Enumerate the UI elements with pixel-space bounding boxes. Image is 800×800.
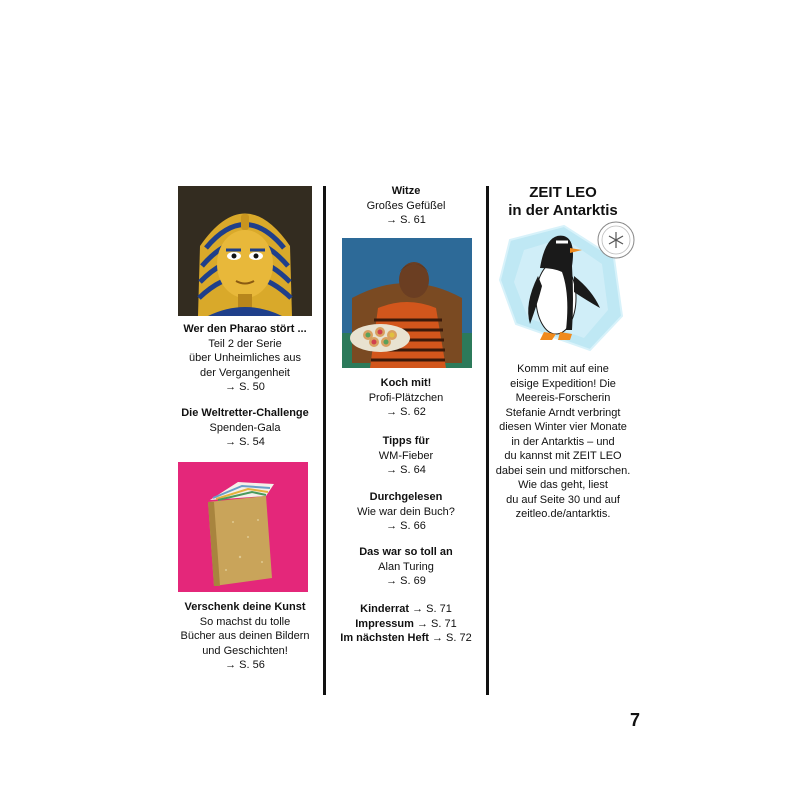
article-durchgelesen[interactable] — [336, 490, 476, 534]
article-title: Koch mit! — [380, 377, 432, 389]
body-line: dabei sein und mitforschen. — [495, 464, 631, 477]
page-number: 7 — [629, 710, 640, 730]
article-line: WM-Fieber — [378, 449, 434, 462]
article-pharao[interactable] — [178, 322, 312, 395]
stamp-badge — [596, 220, 636, 260]
article-toll[interactable] — [336, 545, 476, 589]
article-title: Die Weltretter-Challenge — [181, 407, 309, 419]
index-item[interactable]: Impressum → S. 71 — [355, 617, 457, 630]
antarktis-heading — [494, 184, 632, 220]
page-reference: → S. 50 — [225, 381, 265, 393]
pharao-mask-image — [178, 186, 312, 316]
body-line: du auf Seite 30 und auf — [506, 493, 620, 506]
body-line: Stefanie Arndt verbringt — [505, 406, 621, 419]
article-title: Witze — [391, 185, 421, 197]
heading-line: in der Antarktis — [508, 202, 618, 219]
page-reference: → S. 64 — [386, 464, 426, 476]
article-koch[interactable] — [336, 376, 476, 420]
index-item[interactable]: Kinderrat → S. 71 — [360, 603, 452, 615]
body-line[interactable]: zeitleo.de/antarktis. — [515, 508, 611, 520]
article-line: Wie war dein Buch? — [357, 505, 455, 518]
penguin-illustration — [494, 220, 632, 360]
page-reference: → S. 66 — [386, 520, 426, 532]
article-line: Teil 2 der Serie — [208, 337, 282, 350]
body-line: Komm mit auf eine — [517, 363, 609, 375]
body-line: Wie das geht, liest — [518, 479, 608, 491]
cookie-boy-image — [342, 238, 472, 368]
article-line: der Vergangenheit — [200, 366, 290, 379]
index-item[interactable]: Im nächsten Heft → S. 72 — [340, 632, 472, 644]
body-line: diesen Winter vier Monate — [499, 421, 627, 433]
antarktis-text — [494, 362, 632, 522]
body-line: du kannst mit ZEIT LEO — [504, 450, 622, 462]
article-title: Wer den Pharao stört ... — [183, 323, 307, 335]
article-line: Bücher aus deinen Bildern — [180, 630, 310, 642]
column-divider-left — [323, 186, 326, 695]
snowflake-icon — [596, 220, 636, 260]
article-line: über Unheimliches aus — [189, 352, 301, 364]
article-title: Verschenk deine Kunst — [184, 601, 306, 613]
article-tipps[interactable] — [336, 434, 476, 478]
article-witze[interactable] — [336, 184, 476, 228]
article-line: Großes Gefüßel — [366, 199, 446, 212]
body-line: in der Antarktis – und — [511, 435, 615, 448]
page-reference: → S. 69 — [386, 575, 426, 587]
article-line: und Geschichten! — [202, 644, 288, 657]
article-line: Profi-Plätzchen — [368, 391, 444, 404]
article-line: Alan Turing — [378, 560, 434, 573]
article-challenge[interactable] — [178, 406, 312, 450]
body-line: eisige Expedition! Die — [510, 377, 616, 390]
page-reference: → S. 54 — [225, 436, 265, 448]
book-image — [178, 462, 308, 592]
heading-line: ZEIT LEO — [529, 184, 597, 201]
page-reference: → S. 61 — [386, 214, 426, 226]
article-title: Durchgelesen — [369, 491, 443, 503]
article-title: Tipps für — [382, 435, 430, 447]
page-reference: → S. 56 — [225, 659, 265, 671]
body-line: Meereis-Forscherin — [515, 392, 611, 404]
article-title: Das war so toll an — [359, 546, 453, 558]
page-reference: → S. 62 — [386, 406, 426, 418]
index-list — [336, 602, 476, 646]
article-kunst[interactable] — [178, 600, 312, 673]
article-line: Spenden-Gala — [209, 421, 281, 434]
column-divider-right — [486, 186, 489, 695]
article-line: So machst du tolle — [199, 615, 291, 628]
